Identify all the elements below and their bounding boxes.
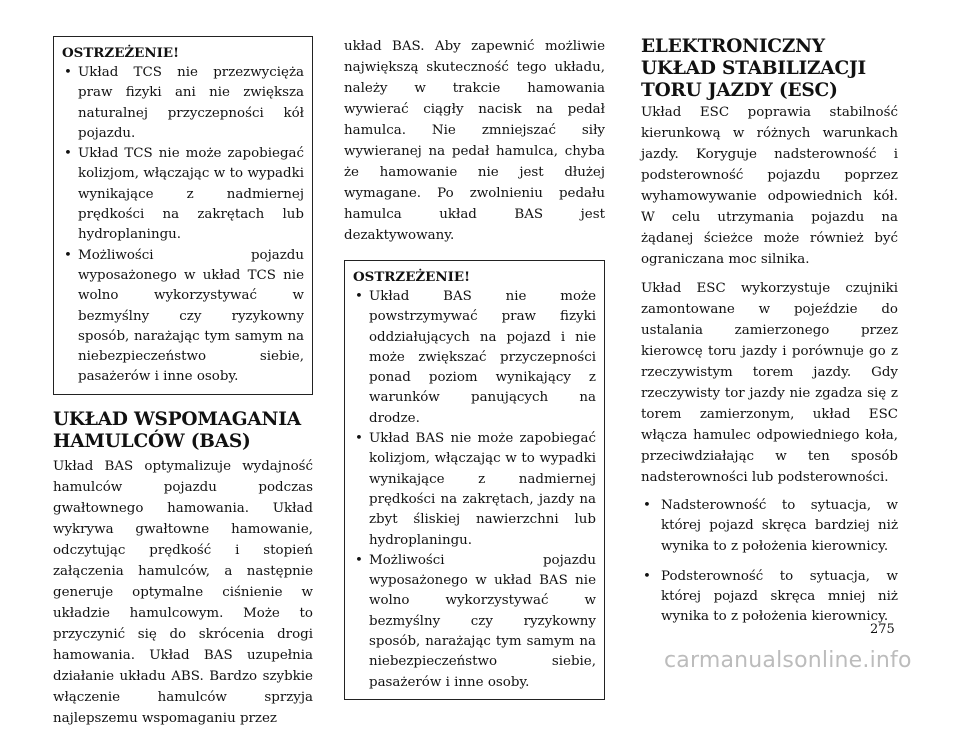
bas-heading: UKŁAD WSPOMAGANIA HAMULCÓW (BAS) xyxy=(53,408,301,452)
list-item: • Nadsterowność to sytuacja, w której pojazd skręca bardziej niż wynika to z położenia kierownicy. xyxy=(641,496,898,557)
middle-column xyxy=(344,36,605,700)
warning-list xyxy=(353,287,596,693)
bas-paragraph: Układ BAS optymalizuje wydajność hamulców pojazdu podczas gwałtownego hamowania. Układ wykrywa gwałtowne hamowanie, odczytując prędkość i stopień załączenia hamulców, a następnie generuje optymalne ciśnienie w układzie hamulcowym. Może to przyczynić się do skrócenia drogi hamowania. Układ BAS uzupełnia działanie układu ABS. Bardzo szybkie włączenie hamulców sprzyja najlepszemu wspomaganiu przez xyxy=(53,458,313,726)
warning-list xyxy=(62,63,304,388)
warning-item: • Układ TCS nie może zapobiegać kolizjom, włączając w to wypadki wynikające z nadmiernej prędkości na zakrętach lub hydroplaningu. xyxy=(62,144,304,245)
left-column xyxy=(53,36,313,729)
page-number: 275 xyxy=(870,622,895,637)
warning-item: • Możliwości pojazdu wyposażonego w układ TCS nie wolno wykorzystywać w bezmyślny czy ryzykowny sposób, narażając tym samym na niebezpieczeństwo siebie, pasażerów i inne osoby. xyxy=(62,246,304,388)
esc-heading: ELEKTRONICZNY UKŁAD STABILIZACJI TORU JAZDY (ESC) xyxy=(641,36,866,101)
esc-paragraph-2: Układ ESC wykorzystuje czujniki zamontowane w pojeździe do ustalania zamierzonego przez kierowcę toru jazdy i porównuje go z rzeczywistym torem jazdy. Gdy rzeczywisty tor jazdy nie zgadza się z torem zamierzonym, układ ESC włącza hamulec odpowiedniego koła, przeciwdziałając w ten sposób nadsterowności lub podsterowności. xyxy=(641,281,898,485)
list-item: • Podsterowność to sytuacja, w której pojazd skręca mniej niż wynika to z położenia kierownicy. xyxy=(641,567,898,628)
warning-item: • Układ TCS nie przezwycięża praw fizyki ani nie zwiększa naturalnej przyczepności kół pojazdu. xyxy=(62,63,304,144)
warning-item: • Możliwości pojazdu wyposażonego w układ BAS nie wolno wykorzystywać w bezmyślny czy ryzykowny sposób, narażając tym samym na niebezpieczeństwo siebie, pasażerów i inne osoby. xyxy=(353,551,596,693)
esc-definition-list xyxy=(641,496,898,628)
right-column xyxy=(641,36,898,638)
esc-paragraph-1: Układ ESC poprawia stabilność kierunkową w różnych warunkach jazdy. Koryguje nadsterowność i podsterowność pojazdu poprzez wyhamowywanie odpowiednich kół. W celu utrzymania pojazdu na żądanej ścieżce może również być ograniczana moc silnika. xyxy=(641,105,898,267)
watermark: carmanualsonline.info xyxy=(664,648,912,673)
tcs-warning-box xyxy=(53,36,313,395)
warning-item: • Układ BAS nie może powstrzymywać praw fizyki oddziałujących na pojazd i nie może zwiększać przyczepności ponad poziom wynikający z warunków panujących na drodze. xyxy=(353,287,596,429)
warning-title: OSTRZEŻENIE! xyxy=(353,269,470,285)
bas-paragraph-continued: układ BAS. Aby zapewnić możliwie największą skuteczność tego układu, należy w trakcie hamowania wywierać ciągły nacisk na pedał hamulca. Nie zmniejszać siły wywieranej na pedał hamulca, chyba że hamowanie nie jest dłużej wymagane. Po zwolnieniu pedału hamulca układ BAS jest dezaktywowany. xyxy=(344,39,605,243)
warning-item: • Układ BAS nie może zapobiegać kolizjom, włączając w to wypadki wynikające z nadmiernej prędkości na zakrętach, jazdy na zbyt śliskiej nawierzchni lub hydroplaningu. xyxy=(353,429,596,551)
bas-warning-box xyxy=(344,260,605,700)
warning-title: OSTRZEŻENIE! xyxy=(62,45,179,61)
